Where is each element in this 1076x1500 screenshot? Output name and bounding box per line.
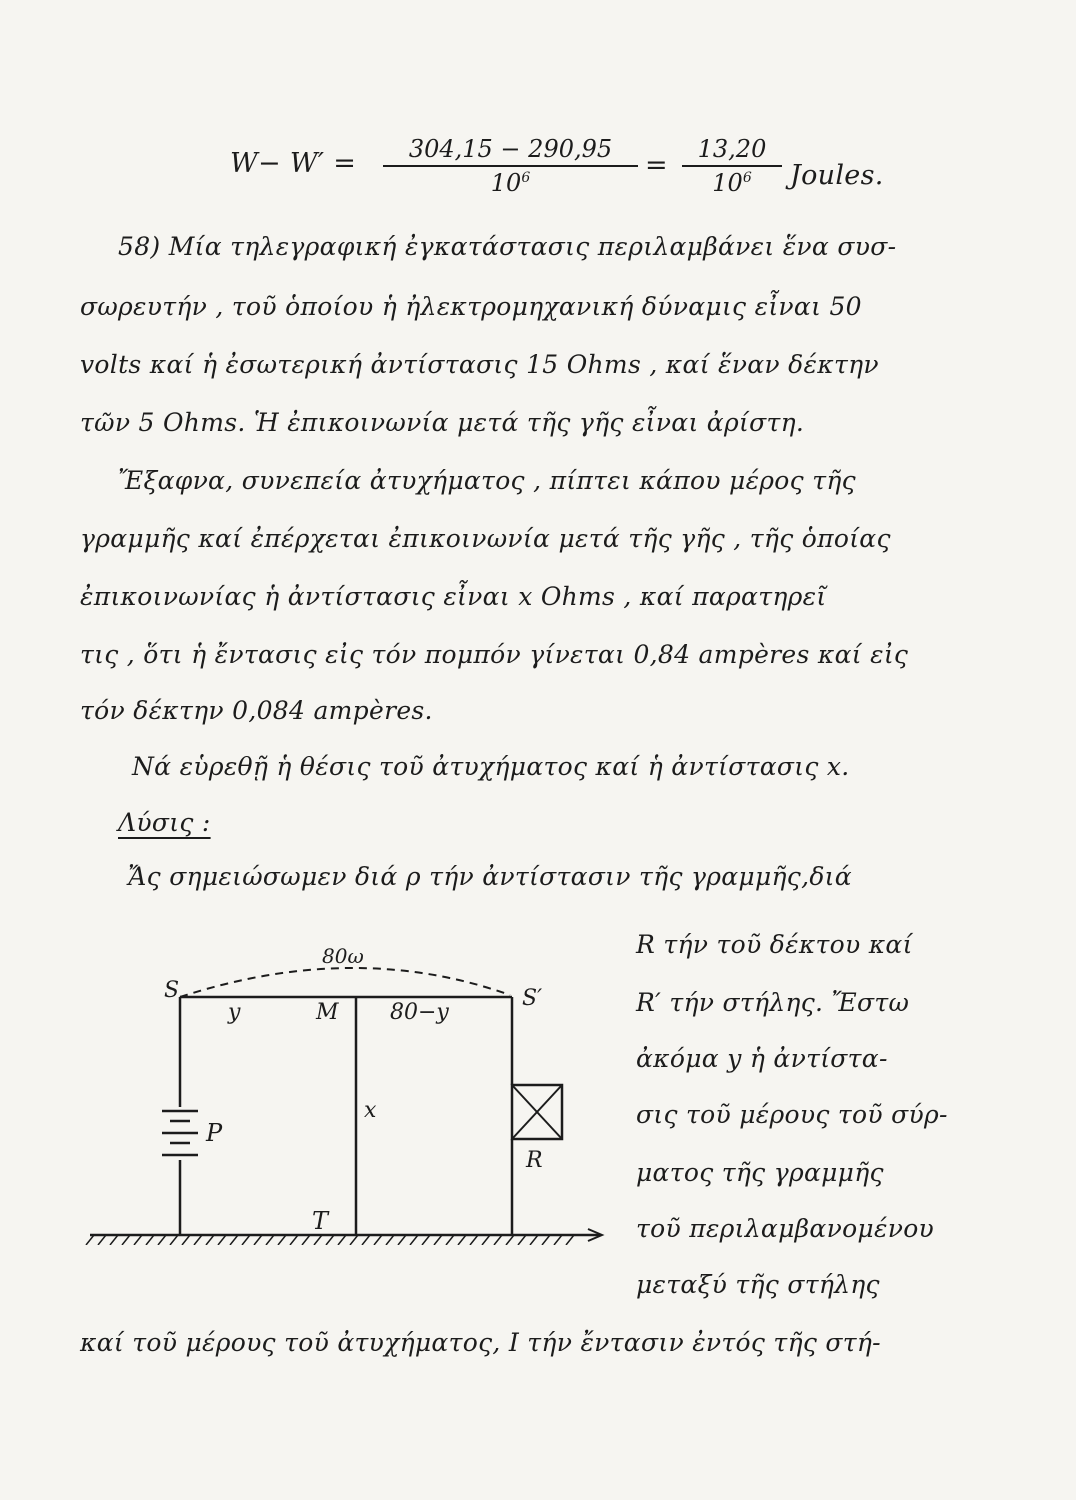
label-M: M (316, 1000, 339, 1025)
solution-right-line-6: τοῦ περιλαμβανομένου (636, 1214, 935, 1243)
problem-line-1: 58) Μία τηλεγραφική ἐγκατάστασις περιλαμβάνει ἕνα συσ- (118, 232, 897, 261)
solution-last-line: καί τοῦ μέρους τοῦ ἀτυχήματος, I τήν ἔντασιν ἐντός τῆς στή- (80, 1328, 881, 1357)
earth-hatching (86, 1235, 574, 1245)
problem-line-4: τῶν 5 Ohms. Ἡ ἐπικοινωνία μετά τῆς γῆς εἶναι ἀρίστη. (80, 408, 805, 437)
problem-line-9: τόν δέκτην 0,084 ampères. (80, 696, 433, 725)
solution-right-line-3: ἀκόμα y ἡ ἀντίστα- (636, 1044, 888, 1073)
label-R: R (526, 1148, 543, 1173)
equation-fraction-2: 13,20 $10^6$ (682, 135, 782, 197)
solution-right-line-1: R τήν τοῦ δέκτου καί (636, 930, 913, 959)
solution-right-line-5: ματος τῆς γραμμῆς (636, 1158, 884, 1187)
label-S-prime: S′ (522, 986, 543, 1011)
problem-line-10: Νά εὑρεθῇ ἡ θέσις τοῦ ἀτυχήματος καί ἡ ἀντίστασις x. (132, 752, 850, 781)
problem-line-2: σωρευτήν , τοῦ ὁποίου ἡ ἠλεκτρομηχανική δύναμις εἶναι 50 (80, 292, 862, 321)
solution-right-line-2: R′ τήν στήλης. Ἔστω (636, 988, 910, 1017)
equation-lhs: W− W′ = (230, 148, 357, 179)
solution-right-line-4: σις τοῦ μέρους τοῦ σύρ- (636, 1100, 948, 1129)
arc-dashed (180, 968, 510, 997)
arc-label: 80ω (322, 944, 364, 968)
equation-unit: Joules. (790, 160, 884, 191)
equation-fraction-1: 304,15 − 290,95 $10^6$ (383, 135, 638, 197)
circuit-diagram (80, 935, 640, 1245)
fraction-2-numerator: 13,20 (697, 135, 767, 163)
problem-line-3: volts καί ἡ ἐσωτερική ἀντίστασις 15 Ohms , καί ἕναν δέκτην (80, 350, 879, 379)
solution-line-1: Ἄς σημειώσωμεν διά ρ τήν ἀντίστασιν τῆς γραμμῆς,διά (128, 862, 852, 891)
problem-line-8: τις , ὅτι ἡ ἔντασις εἰς τόν πομπόν γίνεται 0,84 ampères καί εἰς (80, 640, 909, 669)
fraction-1-denominator: 10 (490, 169, 522, 197)
fraction-1-numerator: 304,15 − 290,95 (408, 135, 613, 163)
label-y: y (228, 1000, 241, 1025)
equation-equals: = (645, 150, 668, 181)
label-S: S (164, 978, 180, 1003)
label-P: P (206, 1119, 223, 1147)
receiver-box (512, 1085, 562, 1139)
solution-heading: Λύσις : (118, 808, 211, 837)
battery-symbol (162, 1111, 198, 1155)
label-80-y: 80−y (390, 1000, 449, 1025)
solution-right-line-7: μεταξύ τῆς στήλης (636, 1270, 880, 1299)
fraction-2-denominator: 10 (712, 169, 743, 197)
label-T: T (312, 1207, 329, 1235)
problem-line-7: ἐπικοινωνίας ἡ ἀντίστασις εἶναι x Ohms , καί παρατηρεῖ (80, 582, 827, 611)
label-x: x (364, 1098, 377, 1123)
problem-line-5: Ἔξαφνα, συνεπεία ἀτυχήματος , πίπτει κάπου μέρος τῆς (118, 466, 856, 495)
problem-line-6: γραμμῆς καί ἐπέρχεται ἐπικοινωνία μετά τῆς γῆς , τῆς ὁποίας (80, 524, 891, 553)
